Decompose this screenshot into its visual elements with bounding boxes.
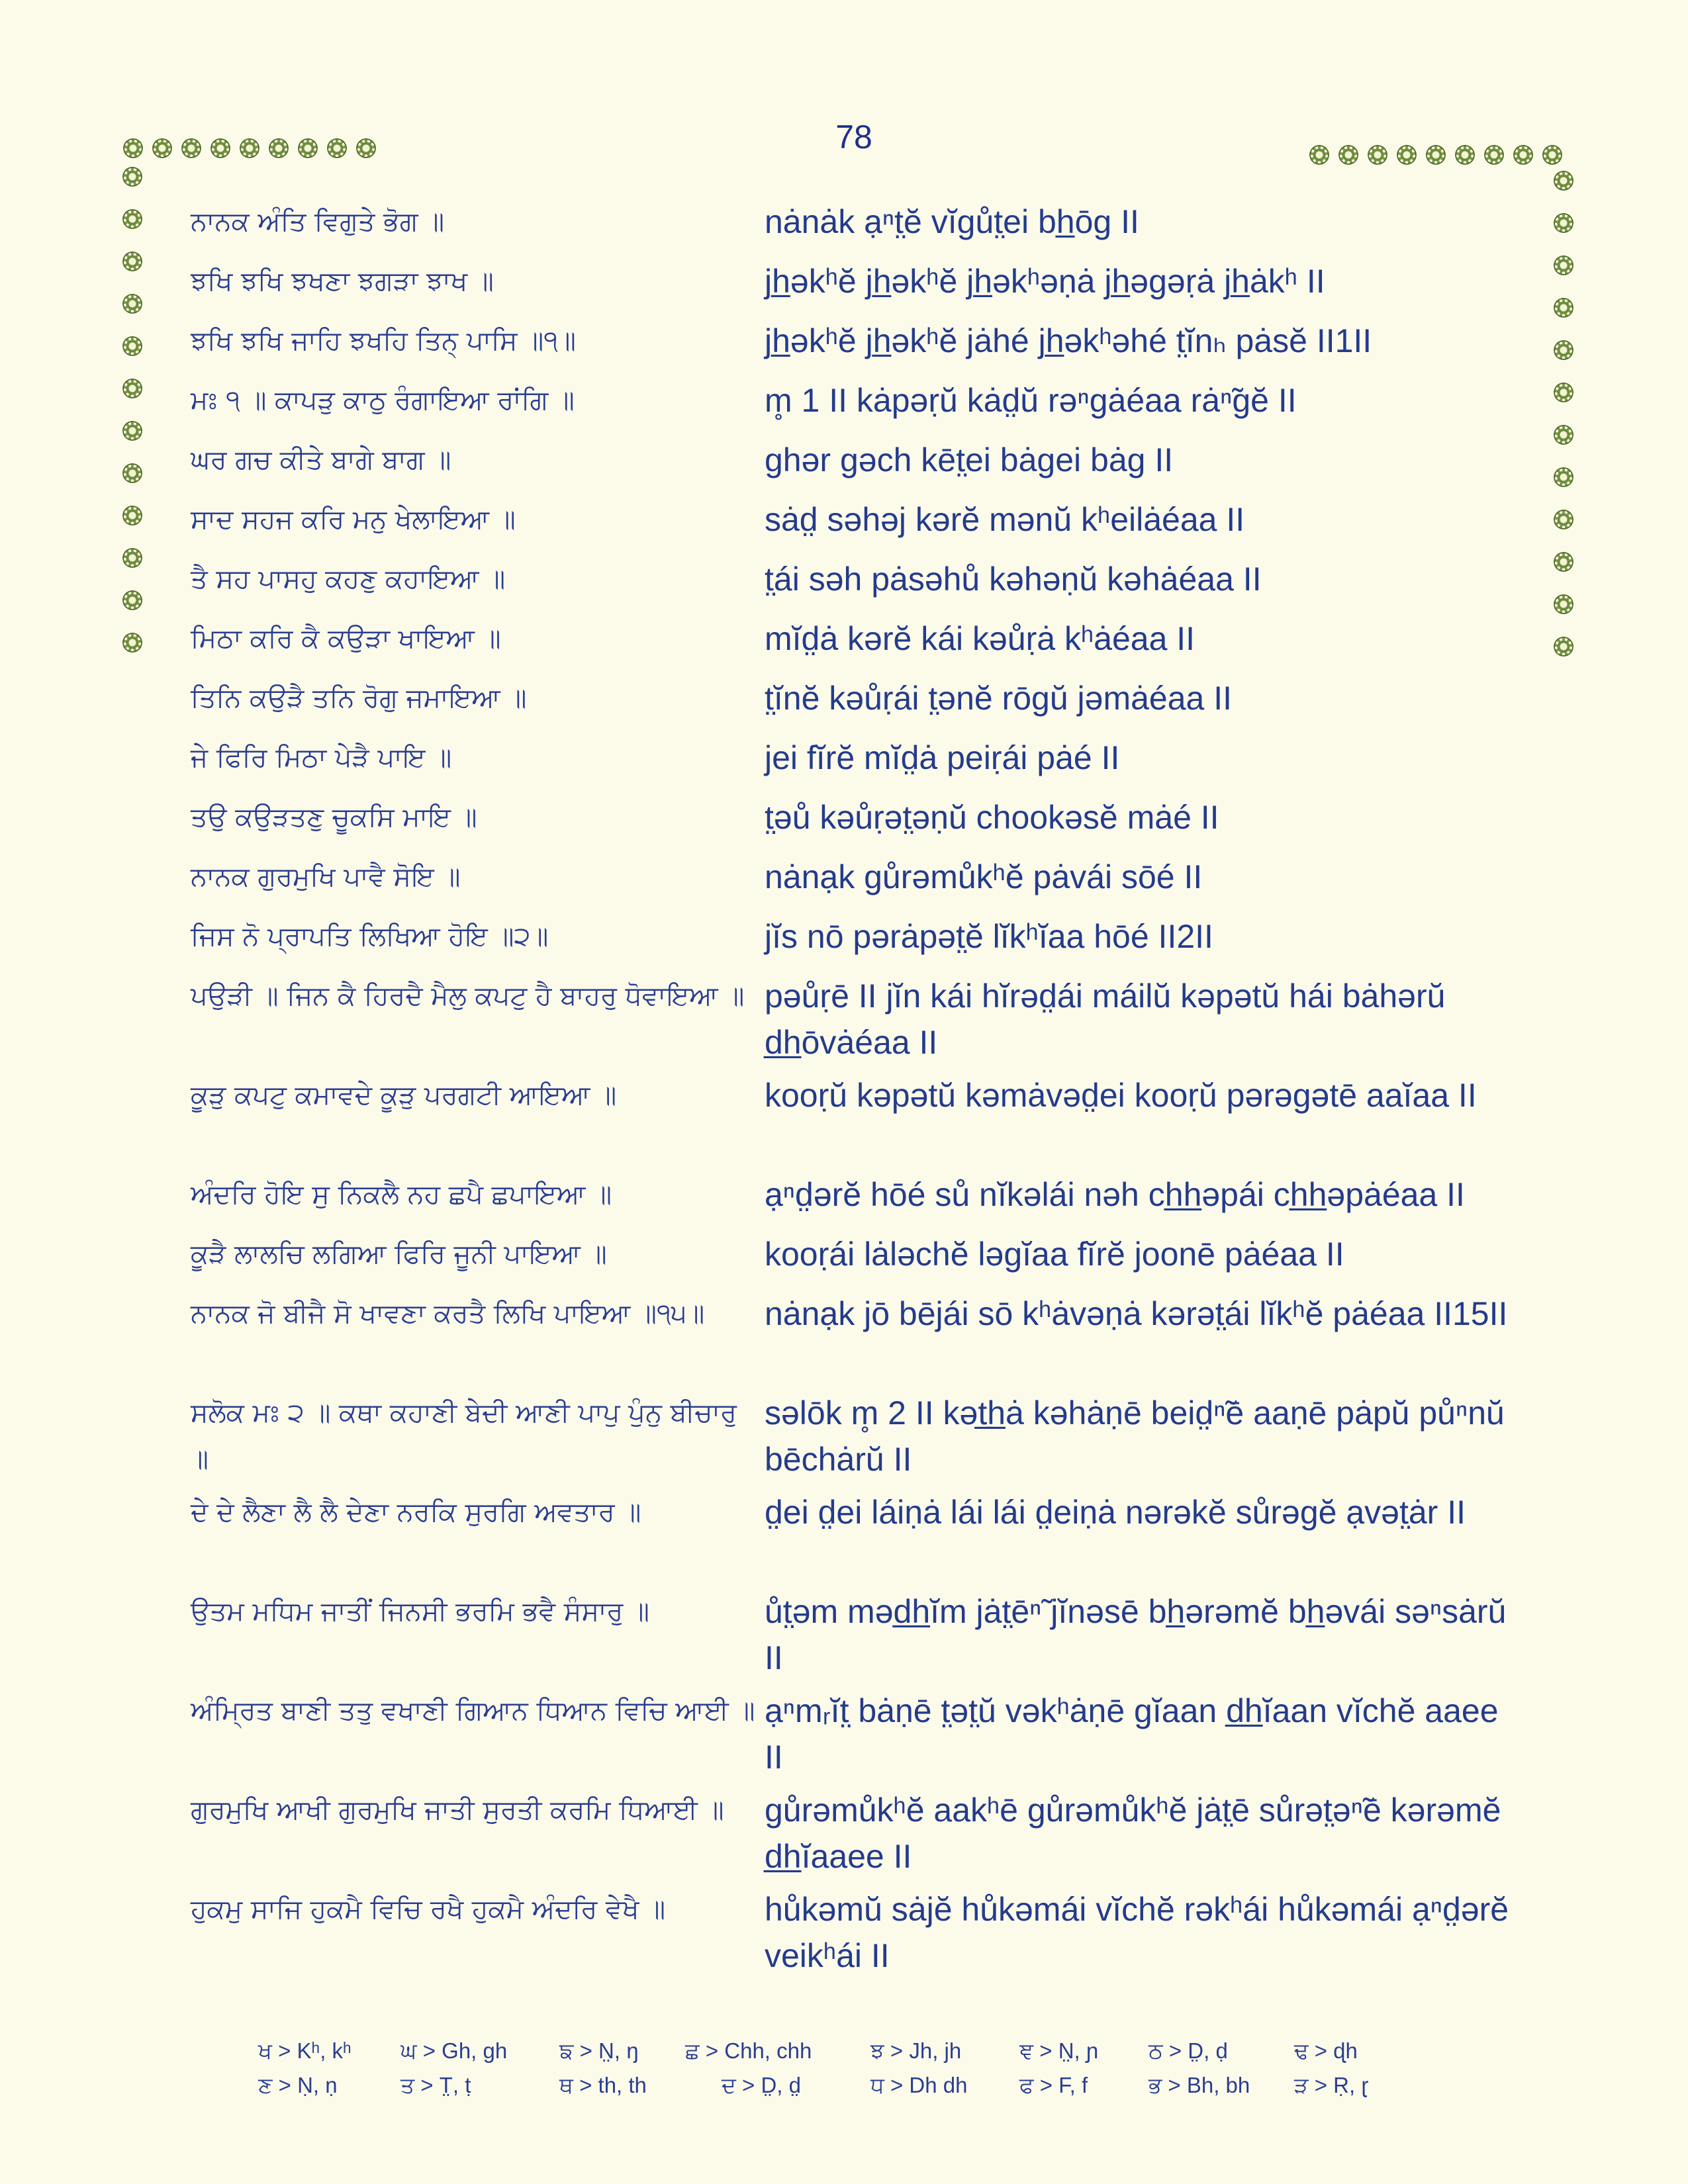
flower-ornament-icon xyxy=(122,336,142,356)
legend-item: ਝ > Jh, jh xyxy=(870,2038,962,2063)
gurmukhi-text: ਉਤਮ ਮਧਿਮ ਜਾਤੀਂ ਜਿਨਸੀ ਭਰਮਿ ਭਵੈ ਸੰਸਾਰੁ ॥ xyxy=(191,1596,650,1627)
transliteration-text: kooṛái lȧləchĕ ləgĭaa fĭrĕ joonē pȧéaa II xyxy=(765,1236,1344,1273)
transliteration-text: kooṛŭ kəpətŭ kəmȧvəd̤ei kooṛŭ pərəgətē aaĭaa II xyxy=(765,1077,1477,1114)
transliteration-text: t̤ái səh pȧsəhů kəhəṇŭ kəhȧéaa II xyxy=(765,561,1262,598)
gurmukhi-text: ਝਖਿ ਝਖਿ ਜਾਹਿ ਝਖਹਿ ਤਿਨ੍ ਪਾਸਿ ॥੧॥ xyxy=(191,326,576,356)
gurmukhi-text: ਜਿਸ ਨੋ ਪ੍ਰਾਪਤਿ ਲਿਖਿਆ ਹੋਇ ॥੨॥ xyxy=(191,921,549,952)
flower-ornament-icon xyxy=(122,209,142,229)
gurmukhi-text: ਨਾਨਕ ਅੰਤਿ ਵਿਗੁਤੇ ਭੋਗ ॥ xyxy=(191,206,445,237)
transliteration-text: hůkəmŭ sȧjĕ hůkəmái vĭchĕ rəkʰái hůkəmái ạⁿd̤ərĕ veikʰái II xyxy=(765,1891,1509,1974)
flower-ornament-icon xyxy=(298,138,318,158)
gurmukhi-text: ਹੁਕਮੁ ਸਾਜਿ ਹੁਕਮੈ ਵਿਚਿ ਰਖੈ ਹੁਕਮੈ ਅੰਦਰਿ ਵੇਖੈ ॥ xyxy=(191,1894,666,1925)
flower-ornament-icon xyxy=(1484,145,1504,165)
flower-ornament-icon xyxy=(1554,298,1573,318)
gurmukhi-text: ਜੇ ਫਿਰਿ ਮਿਠਾ ਪੇੜੈ ਪਾਇ ॥ xyxy=(191,743,452,773)
legend-item: ੜ > Ṛ, ɽ xyxy=(1294,2073,1369,2097)
legend-item: ਞ > N̤, ɲ xyxy=(1019,2038,1099,2063)
transliteration-text: ůt̤əm məd̲h̲ĭm jȧt̤ēⁿ̃ jĭnəsē bh̲ərəmĕ bh̲əvái səⁿsȧrŭ II xyxy=(765,1593,1507,1676)
gurmukhi-text: ਮਃ ੧ ॥ ਕਾਪੜੁ ਕਾਠੁ ਰੰਗਾਇਆ ਰਾਂਗਿ ॥ xyxy=(191,385,575,416)
legend-item: ਣ > Ṇ, ṇ xyxy=(258,2073,338,2097)
legend-item: ਛ > Chh, chh xyxy=(685,2038,812,2063)
flower-ornament-icon xyxy=(122,463,142,483)
top-left-ornament-row xyxy=(123,134,376,163)
flower-ornament-icon xyxy=(1455,145,1475,165)
transliteration-text: ghər gəch kēt̤ei bȧgei bȧg II xyxy=(765,441,1174,478)
page-number: 78 xyxy=(835,118,872,156)
gurmukhi-text: ਸਲੋਕ ਮਃ ੨ ॥ ਕਥਾ ਕਹਾਣੀ ਬੇਦੀ ਆਣੀ ਪਾਪੁ ਪੁੰਨੁ ਬੀਚਾਰੁ ॥ xyxy=(191,1398,737,1475)
gurmukhi-text: ਮਿਠਾ ਕਰਿ ਕੈ ਕਉੜਾ ਖਾਇਆ ॥ xyxy=(191,623,501,654)
flower-ornament-icon xyxy=(1554,552,1573,572)
flower-ornament-icon xyxy=(1309,145,1329,165)
flower-ornament-icon xyxy=(211,138,230,158)
gurmukhi-text: ਸਾਦ ਸਹਜ ਕਰਿ ਮਨੁ ਖੇਲਾਇਆ ॥ xyxy=(191,504,516,535)
top-right-ornament-row xyxy=(1309,140,1562,169)
flower-ornament-icon xyxy=(1513,145,1533,165)
flower-ornament-icon xyxy=(1554,213,1573,233)
flower-ornament-icon xyxy=(123,138,143,158)
flower-ornament-icon xyxy=(1338,145,1358,165)
gurmukhi-text: ਨਾਨਕ ਗੁਰਮੁਖਿ ਪਾਵੈ ਸੋਇ ॥ xyxy=(191,862,461,892)
legend-item: ਘ > Gh, gh xyxy=(400,2038,508,2063)
flower-ornament-icon xyxy=(122,548,142,568)
legend-item: ਧ > Dh dh xyxy=(870,2073,968,2097)
flower-ornament-icon xyxy=(1426,145,1446,165)
legend-row xyxy=(258,2038,1450,2071)
gurmukhi-text: ਤਉ ਕਉੜਤਣੁ ਚੂਕਸਿ ਮਾਇ ॥ xyxy=(191,802,477,833)
gurmukhi-text: ਕੂੜੁ ਕਪਟੁ ਕਮਾਵਦੇ ਕੂੜੁ ਪਰਗਟੀ ਆਇਆ ॥ xyxy=(191,1080,617,1111)
flower-ornament-icon xyxy=(122,633,142,653)
gurmukhi-text: ਨਾਨਕ ਜੋ ਬੀਜੈ ਸੋ ਖਾਵਣਾ ਕਰਤੈ ਲਿਖਿ ਪਾਇਆ ॥੧੫॥ xyxy=(191,1298,705,1329)
flower-ornament-icon xyxy=(122,421,142,441)
flower-ornament-icon xyxy=(1542,145,1562,165)
legend-item: ਥ > th, th xyxy=(559,2073,647,2097)
transliteration-text: nȧnạk gůrəmůkʰĕ pȧvái sōé II xyxy=(765,858,1203,895)
flower-ornament-icon xyxy=(1554,637,1573,657)
right-ornament-column xyxy=(1549,171,1578,657)
flower-ornament-icon xyxy=(1554,171,1573,191)
transliteration-text: jei fĭrĕ mĭd̤ȧ peiṛái pȧé II xyxy=(765,739,1120,776)
legend-row xyxy=(258,2073,1450,2106)
flower-ornament-icon xyxy=(1368,145,1387,165)
legend-item: ਤ > T̤, ṭ xyxy=(400,2073,471,2097)
flower-ornament-icon xyxy=(240,138,259,158)
gurmukhi-text: ਘਰ ਗਚ ਕੀਤੇ ਬਾਗੇ ਬਾਗ ॥ xyxy=(191,445,451,475)
transliteration-text: ạⁿd̤ərĕ hōé sů nĭkəlái nəh ch̲h̲əpái ch̲h̲əpȧéaa II xyxy=(765,1176,1465,1213)
flower-ornament-icon xyxy=(122,379,142,398)
flower-ornament-icon xyxy=(269,138,289,158)
flower-ornament-icon xyxy=(122,590,142,610)
legend-item: ਫ > F, f xyxy=(1019,2073,1088,2097)
legend-item: ਦ > D̤, d̤ xyxy=(722,2073,801,2097)
flower-ornament-icon xyxy=(152,138,172,158)
flower-ornament-icon xyxy=(122,167,142,187)
flower-ornament-icon xyxy=(1554,255,1573,275)
transliteration-text: t̤əů kəůṛət̤əṇŭ chookəsĕ mȧé II xyxy=(765,799,1219,836)
legend-item: ਙ > N̤, ŋ xyxy=(559,2038,639,2063)
legend-item: ਖ > Kʰ, kʰ xyxy=(258,2038,352,2063)
transliteration-text: pəůṛē II jĭn kái hĭrəd̤ái máilŭ kəpətŭ hái bȧhərŭ d̲h̲ōvȧéaa II xyxy=(765,978,1446,1061)
gurmukhi-text: ਕੂੜੈ ਲਾਲਚਿ ਲਗਿਆ ਫਿਰਿ ਜੂਨੀ ਪਾਇਆ ॥ xyxy=(191,1239,607,1269)
left-ornament-column xyxy=(118,167,147,653)
flower-ornament-icon xyxy=(181,138,201,158)
flower-ornament-icon xyxy=(122,294,142,314)
transliteration-text: jh̲əkʰĕ jh̲əkʰĕ jȧhé jh̲əkʰəhé t̤ĭnₕ pȧsĕ II1II xyxy=(765,322,1372,359)
gurmukhi-text: ਦੇ ਦੇ ਲੈਣਾ ਲੈ ਲੈ ਦੇਣਾ ਨਰਕਿ ਸੁਰਗਿ ਅਵਤਾਰ ॥ xyxy=(191,1497,641,1527)
gurmukhi-text: ਤਿਨਿ ਕਉੜੈ ਤਨਿ ਰੋਗੁ ਜਮਾਇਆ ॥ xyxy=(191,683,527,713)
gurmukhi-text: ਝਖਿ ਝਖਿ ਝਖਣਾ ਝਗੜਾ ਝਾਖ ॥ xyxy=(191,266,494,296)
flower-ornament-icon xyxy=(1554,340,1573,360)
gurmukhi-text: ਗੁਰਮੁਖਿ ਆਖੀ ਗੁਰਮੁਖਿ ਜਾਤੀ ਸੁਰਤੀ ਕਰਮਿ ਧਿਆਈ ॥ xyxy=(191,1795,724,1825)
flower-ornament-icon xyxy=(1554,383,1573,402)
transliteration-text: gůrəmůkʰĕ aakʰē gůrəmůkʰĕ jȧt̤ē sůrət̤əⁿ̃ē kərəmĕ d̲h̲ĭaaee II xyxy=(765,1792,1501,1875)
flower-ornament-icon xyxy=(1554,510,1573,529)
transliteration-text: t̤ĭnĕ kəůṛái t̤ənĕ rōgŭ jəmȧéaa II xyxy=(765,680,1233,717)
flower-ornament-icon xyxy=(122,506,142,525)
transliteration-text: nȧnȧk ạⁿt̤ĕ vĭgůt̤ei bh̲ōg II xyxy=(765,203,1139,240)
transliteration-text: nȧnạk jō bējái sō kʰȧvəṇȧ kərət̤ái lĭkʰĕ pȧéaa II15II xyxy=(765,1295,1508,1332)
legend-item: ਭ > Bh, bh xyxy=(1149,2073,1250,2097)
flower-ornament-icon xyxy=(122,251,142,271)
transliteration-text: mĭd̤ȧ kərĕ kái kəůṛȧ kʰȧéaa II xyxy=(765,620,1196,657)
gurmukhi-text: ਅੰਮ੍ਰਿਤ ਬਾਣੀ ਤਤੁ ਵਖਾਣੀ ਗਿਆਨ ਧਿਆਨ ਵਿਚਿ ਆਈ ॥ xyxy=(191,1696,755,1726)
gurmukhi-text: ਪਉੜੀ ॥ ਜਿਨ ਕੈ ਹਿਰਦੈ ਮੈਲੁ ਕਪਟੁ ਹੈ ਬਾਹਰੁ ਧੋਵਾਇਆ ॥ xyxy=(191,981,745,1011)
legend-item: ਢ > ɖh xyxy=(1294,2038,1358,2063)
flower-ornament-icon xyxy=(356,138,376,158)
flower-ornament-icon xyxy=(1397,145,1417,165)
flower-ornament-icon xyxy=(1554,467,1573,487)
transliteration-text: m̥ 1 II kȧpəṛŭ kȧd̤ŭ rəⁿgȧéaa rȧⁿ̃gĕ II xyxy=(765,382,1297,419)
transliteration-text: ạⁿmᵣĭt̤ bȧṇē t̤ət̤ŭ vəkʰȧṇē gĭaan d̲h̲ĭaan vĭchĕ aaee II xyxy=(765,1692,1499,1776)
gurmukhi-text: ਅੰਦਰਿ ਹੋਇ ਸੁ ਨਿਕਲੈ ਨਹ ਛਪੈ ਛਪਾਇਆ ॥ xyxy=(191,1179,612,1210)
transliteration-text: səlōk m̥ 2 II kət̲h̲ȧ kəhȧṇē beid̤ⁿ̃ē aaṇē pȧpŭ půⁿnŭ bēchȧrŭ II xyxy=(765,1394,1505,1478)
flower-ornament-icon xyxy=(327,138,347,158)
gurmukhi-text: ਤੈ ਸਹ ਪਾਸਹੁ ਕਹਣੁ ਕਹਾਇਆ ॥ xyxy=(191,564,506,594)
flower-ornament-icon xyxy=(1554,594,1573,614)
transliteration-text: sȧd̤ səhəj kərĕ mənŭ kʰeilȧéaa II xyxy=(765,501,1245,538)
transliteration-text: d̤ei d̤ei láiṇȧ lái lái d̤eiṇȧ nərəkĕ sůrəgĕ ạvət̤ȧr II xyxy=(765,1494,1466,1531)
flower-ornament-icon xyxy=(1554,425,1573,445)
transliteration-text: jĭs nō pərȧpət̤ĕ lĭkʰĭaa hōé II2II xyxy=(765,918,1213,955)
legend-item: ਠ > D̤, ḍ xyxy=(1149,2038,1228,2063)
transliteration-text: jh̲əkʰĕ jh̲əkʰĕ jh̲əkʰəṇȧ jh̲əgəṛȧ jh̲ȧkʰ II xyxy=(765,263,1325,300)
